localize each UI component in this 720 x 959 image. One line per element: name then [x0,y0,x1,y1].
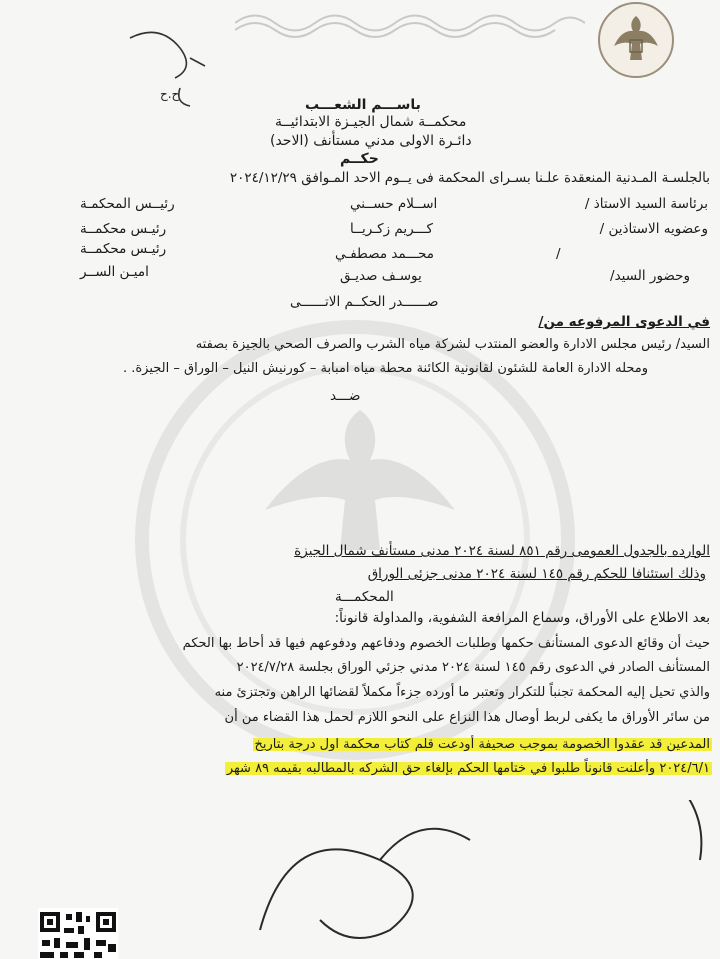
panel-role: وحضور السيد/ [610,268,690,284]
handwritten-annotation [230,800,720,959]
body-paragraph: والذي تحيل إليه المحكمة تجنباً للتكرار وتعتبر ما أورده جزءاً مكملاً لقضائها الراهن وتجتزئ منه [214,685,710,700]
panel-name: محـــمد مصطفـي [335,246,435,262]
session-line: بالجلسـة المـدنية المنعقدة علـنا بسـراى المحكمة فى يــوم الاحد المـوافق ٢٠٢٤/١٢/٢٩ [229,170,710,186]
verdict-title: حكــم [340,151,379,167]
panel-role: برئاسة السيد الاستاذ / [584,196,708,212]
panel-title: رئيــس المحكمـة [80,196,175,212]
plaintiff-address: ومحله الادارة العامة للشئون لقانونية الكائنة محطة مياه امبابة – كورنيش النيل – الوراق – الجيزة. . [122,361,648,376]
basmala: باســـم الشعـــب [305,97,421,113]
issued-line: صــــــدر الحكــم الاتــــــى [290,294,439,310]
panel-role: وعضويه الاستاذين / [599,221,708,237]
case-appeal-line: وذلك استئنافا للحكم رقم ١٤٥ لسنة ٢٠٢٤ مدنى جزئى الوراق [367,566,706,582]
highlighted-paragraph: ٢٠٢٤/٦/١ وأعلنت قانوناً طلبوا في ختامها الحكم بإلغاء حق الشركه بالمطالبه بقيمه ٨٩ شهر [226,761,710,776]
parties-heading: في الدعوى المرفوعه من/ [538,314,710,330]
circuit-name: دائـرة الاولى مدني مستأنف (الاحد) [270,133,472,149]
court-heading: المحكمـــة [335,589,394,605]
body-paragraph: حيث أن وقائع الدعوى المستأنف حكمها وطلبات الخصوم ودفاعهم ودفوعهم فيها قد أحاط بها الحكم [182,636,710,651]
panel-title: رئيـس محكمــة [80,221,167,237]
body-paragraph: بعد الاطلاع على الأوراق، وسماع المرافعة الشفوية، والمداولة قانوناً: [334,610,710,626]
versus-label: ضـــد [330,388,361,404]
watermark-eagle-icon [245,400,475,560]
handwritten-note: ح.ح [160,87,180,101]
panel-name: كـــريم زكـريــا [350,221,433,237]
highlighted-paragraph: المدعين قد عقدوا الخصومة بموجب صحيفة أودعت قلم كتاب محكمة اول درجة بتاريخ [254,737,710,752]
header-ornament [235,6,585,40]
court-name: محكمــة شمال الجيـزة الابتدائيــة [275,114,467,130]
panel-title: رئيـس محكمــة [80,241,167,257]
panel-title: اميـن الســر [80,264,149,280]
republic-emblem-icon [598,2,674,78]
qr-code-icon [38,908,118,959]
body-paragraph: من سائر الأوراق ما يكفى لربط أوصال هذا النزاع على النحو اللازم لحمل هذا القضاء من أن [224,710,710,725]
panel-name: اســلام حســني [350,196,438,212]
case-registry-line: الوارده بالجدول العمومى رقم ٨٥١ لسنة ٢٠٢٤ مدنى مستأنف شمال الجيزة [294,543,710,559]
panel-name: يوسـف صديـق [340,268,422,284]
plaintiff-line: السيد/ رئيس مجلس الادارة والعضو المنتدب لشركة مياه الشرب والصرف الصحي بالجيزة بصفته [195,337,710,352]
panel-role: / [556,246,561,262]
body-paragraph: المستأنف الصادر في الدعوى رقم ١٤٥ لسنة ٢٠٢٤ مدني جزئي الوراق بجلسة ٢٠٢٤/٧/٢٨ [236,660,710,675]
